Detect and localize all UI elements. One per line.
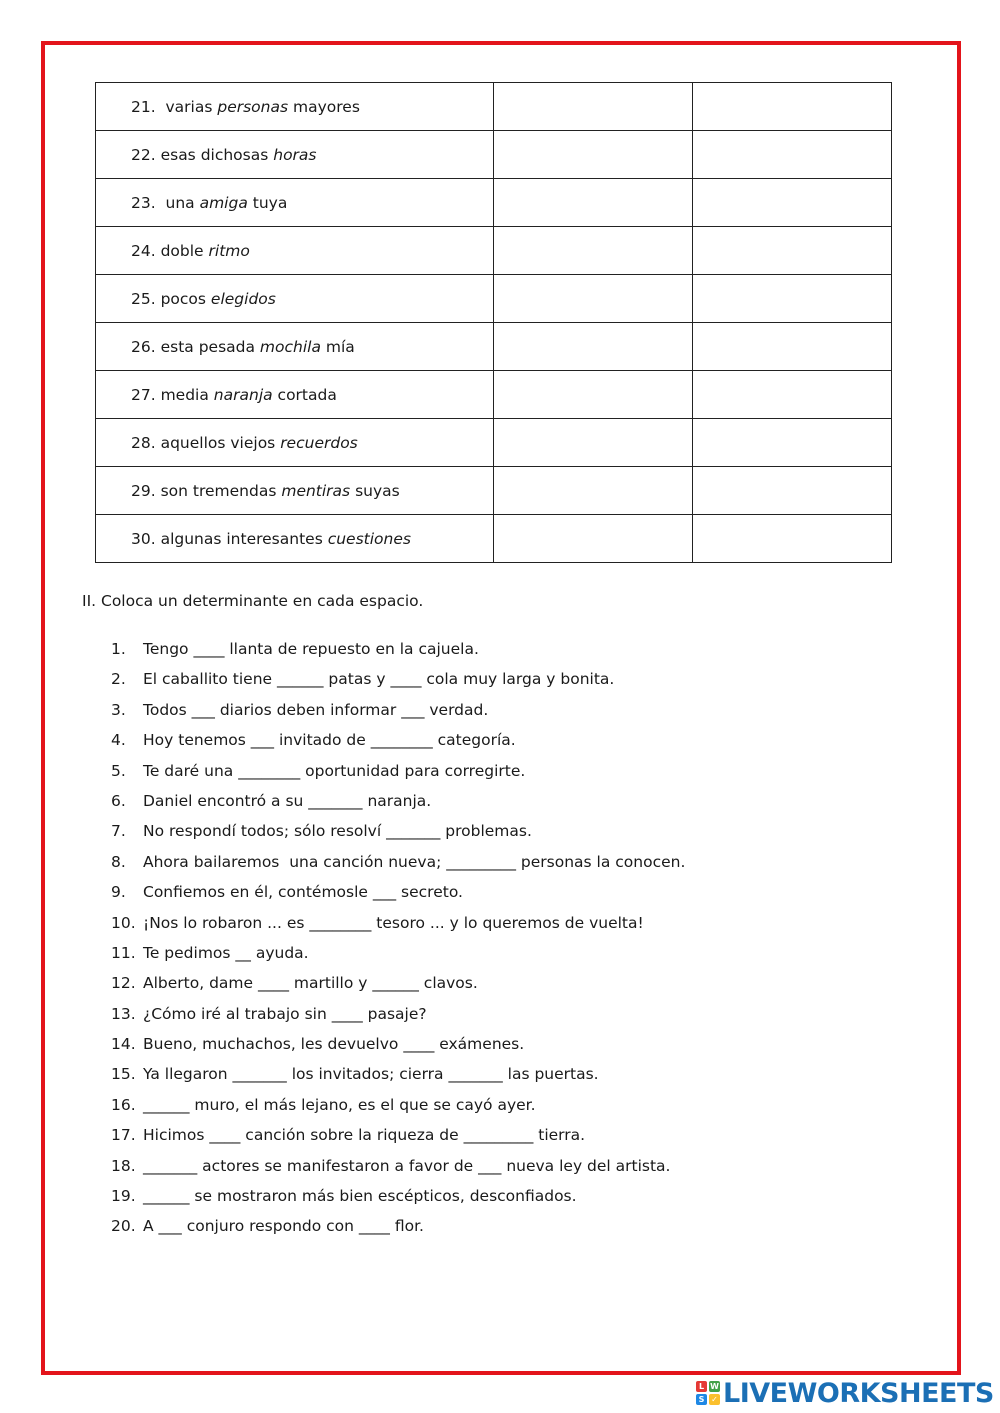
- answer-input-2[interactable]: [693, 467, 891, 514]
- answer-input-1[interactable]: [494, 275, 692, 322]
- phrase-noun: recuerdos: [280, 433, 358, 452]
- item-sentence[interactable]: Alberto, dame ____ martillo y ______ clavos.: [143, 974, 478, 993]
- item-number: 18.: [111, 1156, 136, 1175]
- item-sentence[interactable]: ______ muro, el más lejano, es el que se cayó ayer.: [143, 1095, 536, 1114]
- phrase-prefix: 28. aquellos viejos: [131, 433, 281, 452]
- item-number: 19.: [111, 1187, 136, 1206]
- answer-cell-1: [494, 83, 693, 131]
- phrase-prefix: 27. media: [131, 385, 214, 404]
- item-sentence[interactable]: Hicimos ____ canción sobre la riqueza de _________ tierra.: [143, 1126, 586, 1145]
- phrase-prefix: 21. varias: [131, 97, 218, 116]
- item-sentence[interactable]: Te daré una ________ oportunidad para corregirte.: [143, 761, 526, 780]
- brand-name: LIVEWORKSHEETS: [723, 1377, 994, 1409]
- item-number: 9.: [111, 883, 126, 902]
- answer-input-1[interactable]: [494, 371, 692, 418]
- table-row: [96, 131, 892, 179]
- list-item: [111, 1155, 685, 1185]
- phrase-suffix: mía: [320, 337, 355, 356]
- table-row: [96, 371, 892, 419]
- phrase-noun: ritmo: [208, 241, 250, 260]
- answer-cell-1: [494, 515, 693, 563]
- item-number: 11.: [111, 943, 136, 962]
- answer-cell-1: [494, 275, 693, 323]
- answer-cell-2: [693, 371, 892, 419]
- answer-input-2[interactable]: [693, 83, 891, 130]
- answer-input-1[interactable]: [494, 515, 692, 562]
- phrase-suffix: mayores: [288, 97, 360, 116]
- item-sentence[interactable]: ______ se mostraron más bien escépticos, desconfiados.: [143, 1187, 577, 1206]
- phrase-noun: horas: [273, 145, 317, 164]
- item-number: 7.: [111, 822, 126, 841]
- answer-input-1[interactable]: [494, 227, 692, 274]
- list-item: [111, 1033, 685, 1063]
- answer-cell-1: [494, 371, 693, 419]
- list-item: [111, 668, 685, 698]
- answer-cell-2: [693, 515, 892, 563]
- list-item: [111, 972, 685, 1002]
- item-sentence[interactable]: El caballito tiene ______ patas y ____ cola muy larga y bonita.: [143, 670, 615, 689]
- list-item: [111, 1003, 685, 1033]
- item-number: 15.: [111, 1065, 136, 1084]
- phrase-suffix: cortada: [272, 385, 337, 404]
- answer-input-2[interactable]: [693, 419, 891, 466]
- answer-cell-1: [494, 323, 693, 371]
- answer-input-1[interactable]: [494, 419, 692, 466]
- answer-cell-2: [693, 323, 892, 371]
- answer-cell-2: [693, 467, 892, 515]
- answer-cell-2: [693, 419, 892, 467]
- phrase-cell: [96, 419, 494, 467]
- item-sentence[interactable]: Bueno, muchachos, les devuelvo ____ exámenes.: [143, 1035, 525, 1054]
- phrase-cell: [96, 515, 494, 563]
- phrase-prefix: 30. algunas interesantes: [131, 529, 328, 548]
- list-item: [111, 1063, 685, 1093]
- phrase-noun: cuestiones: [327, 529, 411, 548]
- phrase-noun: mochila: [259, 337, 321, 356]
- item-number: 20.: [111, 1217, 136, 1236]
- phrase-prefix: 22. esas dichosas: [131, 145, 274, 164]
- answer-input-2[interactable]: [693, 131, 891, 178]
- answer-cell-1: [494, 227, 693, 275]
- list-item: [111, 1124, 685, 1154]
- answer-input-1[interactable]: [494, 179, 692, 226]
- list-item: [111, 729, 685, 759]
- answer-input-1[interactable]: [494, 83, 692, 130]
- phrase-prefix: 23. una: [131, 193, 200, 212]
- answer-cell-2: [693, 179, 892, 227]
- list-item: [111, 1094, 685, 1124]
- item-number: 14.: [111, 1035, 136, 1054]
- list-item: [111, 638, 685, 668]
- item-number: 17.: [111, 1126, 136, 1145]
- table-row: [96, 227, 892, 275]
- phrase-prefix: 26. esta pesada: [131, 337, 260, 356]
- phrase-cell: [96, 275, 494, 323]
- list-item: [111, 912, 685, 942]
- list-item: [111, 1185, 685, 1215]
- answer-input-1[interactable]: [494, 131, 692, 178]
- item-number: 12.: [111, 974, 136, 993]
- answer-input-2[interactable]: [693, 323, 891, 370]
- item-number: 8.: [111, 852, 126, 871]
- answer-input-2[interactable]: [693, 371, 891, 418]
- phrase-cell: [96, 371, 494, 419]
- list-item: [111, 820, 685, 850]
- section-2-title: II. Coloca un determinante en cada espacio.: [82, 592, 424, 610]
- item-sentence[interactable]: Ya llegaron _______ los invitados; cierra _______ las puertas.: [143, 1065, 599, 1084]
- item-sentence[interactable]: Te pedimos __ ayuda.: [143, 943, 309, 962]
- list-item: [111, 942, 685, 972]
- answer-cell-2: [693, 131, 892, 179]
- answer-cell-2: [693, 83, 892, 131]
- item-number: 6.: [111, 791, 126, 810]
- table-row: [96, 275, 892, 323]
- phrase-noun: naranja: [213, 385, 273, 404]
- answer-input-2[interactable]: [693, 227, 891, 274]
- phrase-suffix: tuya: [247, 193, 288, 212]
- phrase-cell: [96, 323, 494, 371]
- item-sentence[interactable]: Tengo ____ llanta de repuesto en la cajuela.: [143, 640, 479, 658]
- item-sentence[interactable]: Confiemos en él, contémosle ___ secreto.: [143, 883, 463, 902]
- phrase-prefix: 24. doble: [131, 241, 209, 260]
- phrase-cell: [96, 467, 494, 515]
- list-item: [111, 760, 685, 790]
- answer-cell-1: [494, 419, 693, 467]
- answer-input-1[interactable]: [494, 323, 692, 370]
- item-sentence[interactable]: Ahora bailaremos una canción nueva; _________ personas la conocen.: [143, 852, 686, 871]
- logo-square: L: [696, 1381, 707, 1392]
- phrase-noun: elegidos: [210, 289, 276, 308]
- list-item: [111, 1215, 685, 1245]
- table-row: [96, 83, 892, 131]
- answer-cell-2: [693, 227, 892, 275]
- item-number: 2.: [111, 670, 126, 689]
- list-item: [111, 699, 685, 729]
- answer-cell-1: [494, 179, 693, 227]
- item-sentence[interactable]: A ___ conjuro respondo con ____ flor.: [143, 1217, 424, 1236]
- liveworksheets-logo: [696, 1377, 994, 1409]
- phrase-cell: [96, 83, 494, 131]
- list-item: [111, 851, 685, 881]
- phrase-cell: [96, 227, 494, 275]
- item-number: 16.: [111, 1095, 136, 1114]
- answer-input-2[interactable]: [693, 179, 891, 226]
- logo-square: S: [696, 1394, 707, 1405]
- item-number: 5.: [111, 761, 126, 780]
- logo-squares-icon: [696, 1381, 720, 1405]
- table-row: [96, 515, 892, 563]
- answer-cell-1: [494, 131, 693, 179]
- logo-square: ✓: [709, 1394, 720, 1405]
- item-sentence[interactable]: _______ actores se manifestaron a favor de ___ nueva ley del artista.: [143, 1156, 671, 1175]
- answer-input-2[interactable]: [693, 515, 891, 562]
- item-sentence[interactable]: Todos ___ diarios deben informar ___ verdad.: [143, 700, 489, 719]
- list-item: [111, 881, 685, 911]
- phrase-suffix: suyas: [350, 481, 400, 500]
- item-sentence[interactable]: Daniel encontró a su _______ naranja.: [143, 791, 432, 810]
- answer-table: [95, 82, 892, 563]
- item-number: 13.: [111, 1004, 136, 1023]
- item-sentence[interactable]: No respondí todos; sólo resolví _______ problemas.: [143, 822, 532, 841]
- table-row: [96, 419, 892, 467]
- phrase-noun: mentiras: [281, 481, 351, 500]
- item-number: 4.: [111, 731, 126, 750]
- phrase-cell: [96, 179, 494, 227]
- item-sentence[interactable]: Hoy tenemos ___ invitado de ________ categoría.: [143, 731, 516, 750]
- logo-square: W: [710, 1382, 719, 1391]
- phrase-noun: personas: [217, 97, 289, 116]
- phrase-cell: [96, 131, 494, 179]
- answer-cell-2: [693, 275, 892, 323]
- answer-input-2[interactable]: [693, 275, 891, 322]
- table-row: [96, 467, 892, 515]
- list-item: [111, 790, 685, 820]
- table-row: [96, 179, 892, 227]
- fill-in-list: [111, 638, 685, 1246]
- answer-input-1[interactable]: [494, 467, 692, 514]
- answer-cell-1: [494, 467, 693, 515]
- item-number: 1.: [111, 640, 126, 658]
- item-number: 10.: [111, 913, 136, 932]
- item-sentence[interactable]: ¿Cómo iré al trabajo sin ____ pasaje?: [143, 1004, 427, 1023]
- phrase-prefix: 25. pocos: [131, 289, 211, 308]
- item-number: 3.: [111, 700, 126, 719]
- phrase-prefix: 29. son tremendas: [131, 481, 282, 500]
- item-sentence[interactable]: ¡Nos lo robaron ... es ________ tesoro ... y lo queremos de vuelta!: [143, 913, 644, 932]
- phrase-noun: amiga: [199, 193, 248, 212]
- table-row: [96, 323, 892, 371]
